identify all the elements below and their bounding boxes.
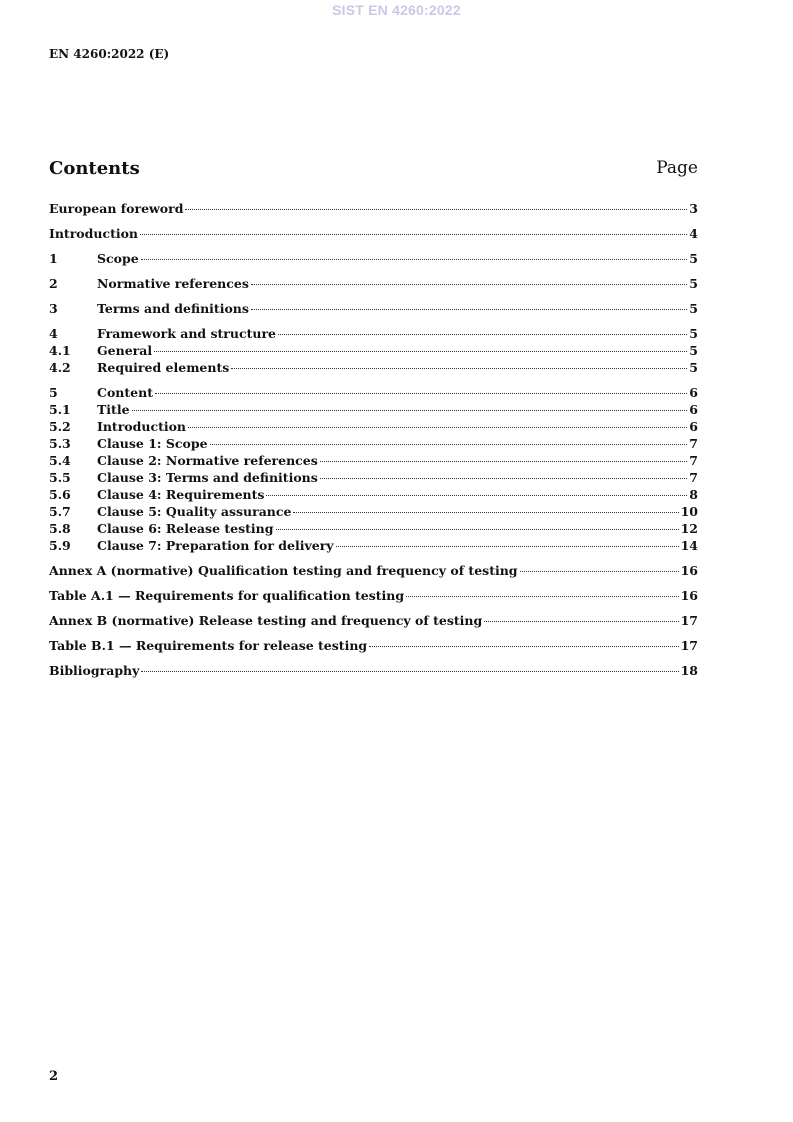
toc-entry-title: Annex A (normative) Qualification testing and frequency of testing [49,563,518,578]
toc-entry[interactable] [49,486,698,503]
toc-entry-page: 16 [680,588,698,603]
toc-entry-page: 17 [680,638,698,653]
toc-dot-leader [320,461,688,462]
toc-entry[interactable] [49,662,698,679]
page-column-heading: Page [656,158,698,178]
toc-entry-title: General [97,343,153,358]
document-id: EN 4260:2022 (E) [49,47,170,61]
toc-dot-leader [154,351,687,352]
toc-entry-page: 10 [680,504,698,519]
table-of-contents [49,200,698,679]
contents-title: Contents [49,158,140,179]
toc-entry-page: 18 [680,663,698,678]
toc-dot-leader [266,495,687,496]
toc-entry[interactable] [49,520,698,537]
toc-entry-page: 5 [689,326,698,341]
toc-dot-leader [278,334,687,335]
toc-dot-leader [141,671,678,672]
toc-entry-page: 6 [689,385,698,400]
toc-entry-number: 5.4 [49,453,71,468]
toc-entry-title: Clause 3: Terms and definitions [97,470,318,485]
toc-dot-leader [155,393,687,394]
toc-entry[interactable] [49,562,698,579]
toc-entry[interactable] [49,435,698,452]
toc-dot-leader [276,529,679,530]
toc-entry-page: 7 [689,436,698,451]
toc-entry-title: Annex B (normative) Release testing and frequency of testing [49,613,483,628]
toc-entry[interactable] [49,637,698,654]
toc-dot-leader [369,646,678,647]
toc-entry-number: 3 [49,301,58,316]
toc-entry[interactable] [49,384,698,401]
toc-entry[interactable] [49,537,698,554]
toc-entry[interactable] [49,325,698,342]
toc-entry-page: 17 [680,613,698,628]
page-number: 2 [49,1069,59,1084]
toc-entry[interactable] [49,503,698,520]
toc-entry-number: 5.2 [49,419,71,434]
toc-entry[interactable] [49,612,698,629]
toc-entry-page: 16 [680,563,698,578]
toc-entry-number: 5.7 [49,504,71,519]
toc-entry-title: Scope [97,251,139,266]
watermark: SIST EN 4260:2022 [332,2,461,18]
toc-dot-leader [293,512,678,513]
toc-entry-title: Clause 5: Quality assurance [97,504,292,519]
toc-entry[interactable] [49,225,698,242]
toc-entry-page: 5 [689,276,698,291]
toc-entry[interactable] [49,587,698,604]
toc-entry-number: 4.1 [49,343,71,358]
toc-dot-leader [520,571,679,572]
toc-entry-title: Normative references [97,276,249,291]
toc-entry-number: 5.9 [49,538,71,553]
toc-dot-leader [251,284,687,285]
toc-entry-number: 2 [49,276,58,291]
toc-entry-page: 5 [689,360,698,375]
toc-entry-number: 5.3 [49,436,71,451]
toc-entry-title: Title [97,402,130,417]
toc-entry-number: 1 [49,251,58,266]
toc-entry-title: Content [97,385,153,400]
toc-entry[interactable] [49,250,698,267]
toc-entry-page: 5 [689,343,698,358]
toc-entry-number: 5.5 [49,470,71,485]
toc-entry-title: Table A.1 — Requirements for qualification testing [49,588,405,603]
toc-dot-leader [320,478,688,479]
toc-entry-page: 4 [689,226,698,241]
toc-entry-number: 5 [49,385,58,400]
toc-entry-page: 5 [689,251,698,266]
toc-entry-number: 5.6 [49,487,71,502]
toc-entry-title: Table B.1 — Requirements for release testing [49,638,368,653]
toc-entry-title: Bibliography [49,663,140,678]
toc-entry-title: Clause 4: Requirements [97,487,265,502]
toc-entry-page: 5 [689,301,698,316]
toc-entry[interactable] [49,418,698,435]
toc-entry-page: 8 [689,487,698,502]
toc-entry-number: 4.2 [49,360,71,375]
toc-entry[interactable] [49,342,698,359]
toc-entry-number: 5.8 [49,521,71,536]
toc-entry[interactable] [49,401,698,418]
toc-dot-leader [251,309,687,310]
toc-entry-title: Terms and definitions [97,301,249,316]
toc-dot-leader [188,427,687,428]
toc-entry-page: 12 [680,521,698,536]
toc-entry-title: Required elements [97,360,230,375]
toc-dot-leader [140,234,687,235]
toc-entry-page: 7 [689,470,698,485]
toc-entry[interactable] [49,452,698,469]
toc-dot-leader [406,596,678,597]
toc-entry[interactable] [49,200,698,217]
toc-dot-leader [185,209,687,210]
toc-entry[interactable] [49,469,698,486]
toc-entry-number: 4 [49,326,58,341]
toc-entry[interactable] [49,359,698,376]
toc-entry-title: European foreword [49,201,184,216]
toc-entry-page: 14 [680,538,698,553]
toc-entry-title: Framework and structure [97,326,276,341]
toc-entry-page: 3 [689,201,698,216]
toc-dot-leader [210,444,688,445]
toc-entry-title: Introduction [97,419,187,434]
toc-dot-leader [141,259,688,260]
toc-entry[interactable] [49,300,698,317]
toc-entry-page: 6 [689,419,698,434]
toc-entry-number: 5.1 [49,402,71,417]
toc-dot-leader [336,546,679,547]
toc-entry-title: Clause 1: Scope [97,436,208,451]
toc-entry-page: 6 [689,402,698,417]
toc-dot-leader [484,621,678,622]
toc-entry-title: Clause 7: Preparation for delivery [97,538,334,553]
toc-entry-title: Clause 2: Normative references [97,453,318,468]
toc-entry-title: Introduction [49,226,139,241]
toc-entry-title: Clause 6: Release testing [97,521,274,536]
toc-dot-leader [132,410,688,411]
toc-entry-page: 7 [689,453,698,468]
toc-dot-leader [231,368,687,369]
toc-entry[interactable] [49,275,698,292]
